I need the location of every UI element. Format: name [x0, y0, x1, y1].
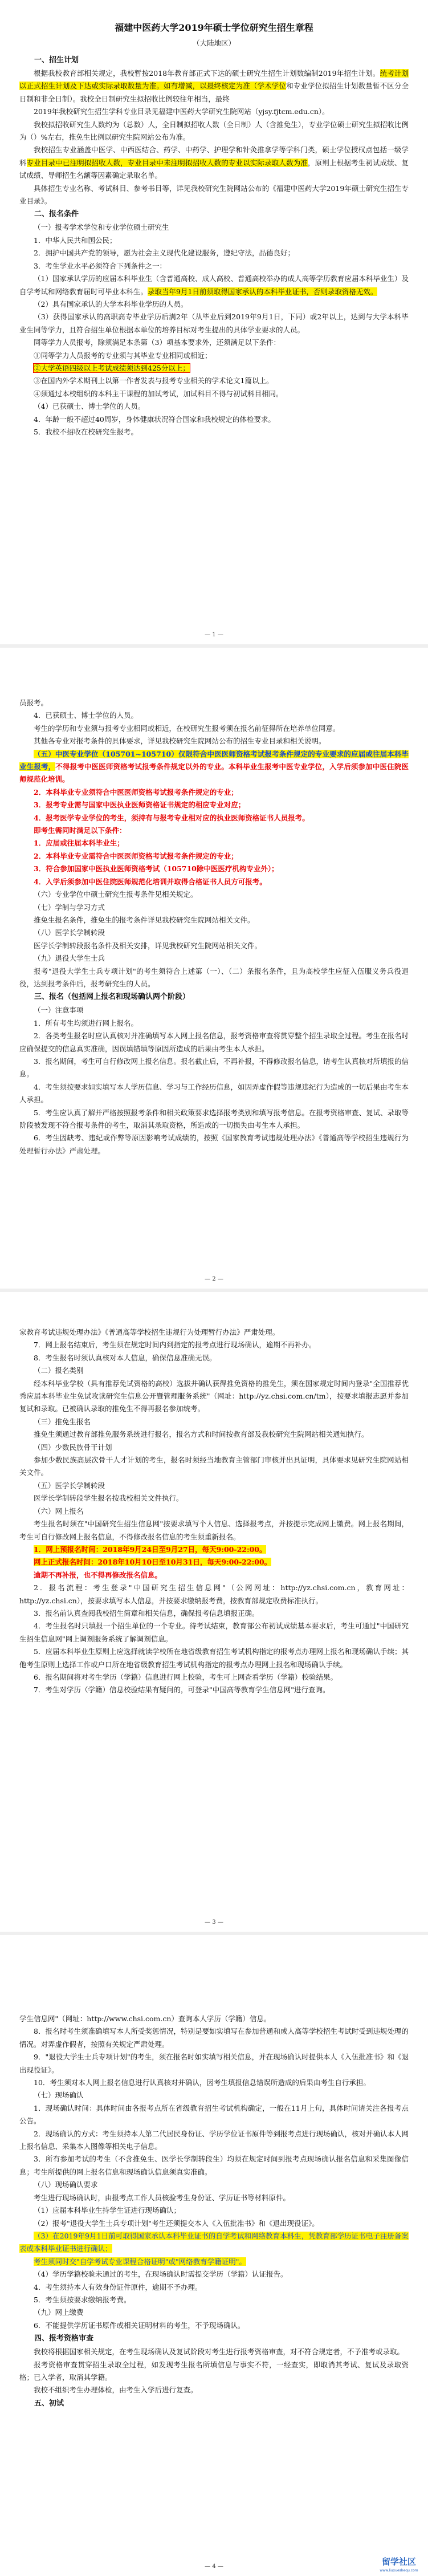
page-number: — 3 — — [205, 1919, 223, 1925]
paragraph: 10．考生须对本人网上报名信息进行认真核对并确认，因考生填报信息错误所造成的后果由考生自行承担。 — [34, 2078, 370, 2087]
paragraph: （六）网上报名 — [34, 1506, 84, 1515]
paragraph: （一）报考学术学位和专业学位硕士研究生 — [34, 223, 169, 232]
paragraph: （八）现场确认要求 — [34, 2180, 98, 2189]
paragraph: （八）医学长学制转段 — [34, 928, 105, 937]
paragraph: 1．所有考生均须进行网上报名。 — [34, 1018, 138, 1027]
watermark-text: 留学社区 — [381, 2557, 417, 2567]
paragraph: 同等学力人员报考，除须满足本条第（3）项基本要求外，还须满足以下条件： — [34, 338, 280, 347]
paragraph: 8．报名时考生须准确填写本人所受奖惩情况，特别是要如实填写在参加普通和成人高等学校招生考试时受到违规处理的情况。对弄虚作假者，按照有关规定严肃处理。 — [19, 2027, 409, 2049]
paragraph: （九）退役大学生士兵 — [34, 954, 105, 963]
section-heading: 四、报考资格审查 — [34, 2334, 94, 2343]
paragraph: （七）学制与学习方式 — [34, 903, 105, 912]
paragraph: （五）医学长学制转段 — [34, 1481, 105, 1490]
paragraph: ①同等学力人员报考的专业须与其毕业专业相同或相近； — [34, 351, 212, 360]
paragraph: 其他各专业对报考条件的具体要求，详见我校研究生院网站公布的招生专业目录和相关说明。 — [34, 737, 326, 746]
paragraph — [19, 1543, 409, 1556]
paragraph: 我校不组织考生办理体检，由考生入学后进行复查。 — [34, 2386, 198, 2395]
paragraph: （七）现场确认 — [34, 2091, 84, 2100]
paragraph: 2．本科毕业专业需符合中医医师资格考试报考条件规定的专业； — [34, 851, 238, 860]
paragraph: 3．报名期间，考生可自行修改网上报名信息。报名截止后，不再补报，不得修改报名信息，请考生认真核对所填报的信息。 — [19, 1057, 409, 1079]
paragraph: 考生进行现场确认时，由报考点工作人员核验考生身份证、学历证书等材料原件。 — [34, 2193, 291, 2202]
paragraph — [19, 2230, 409, 2256]
paragraph: 2．报名流程：考生登录"中国研究生招生信息网"（公网网址：http://yz.chsi.com.cn，教育网址：http://yz.chsi.cn），按要求填写本人信息，并按要求缴纳报考费，按教育部规定收费标准执行。 — [19, 1583, 409, 1605]
highlight: 统考计划以正式招生计划及下达或实际录取数量为准。如有增减，以最终核定为准（学术学位 — [19, 69, 409, 91]
paragraph: （二）报名类别 — [34, 1366, 84, 1375]
paragraph: 具体招生专业名称、考试科目、参考书目等，详见我校研究生院网站公布的《福建中医药大学2019年硕士研究生招生专业目录》。 — [19, 184, 409, 206]
paragraph: 参加少数民族高层次骨干人才计划的考生，报名时须经当地教育主管部门审核并出具证明，具体要求见研究生院网站相关文件。 — [19, 1456, 409, 1477]
page-number: — 4 — — [205, 2563, 223, 2570]
paragraph — [19, 2256, 409, 2268]
paragraph: （三）推免生报名 — [34, 1417, 91, 1426]
paragraph: 3．所有参加考试的考生（不含推免生、医学长学制转段生）均须在规定时间到报考点现场确认报名信息和采集图像信息；考生所提供的网上报名信息和现场确认信息须真实准确。 — [19, 2155, 409, 2176]
highlight: 专业目录中已注明拟招收人数，专业目录中未注明拟招收人数的专业以实际录取人数为准 — [26, 158, 308, 167]
paragraph: 经本科毕业学校（具有推荐免试资格的高校）选拔并确认获得推免资格的推免生，须在国家规定时间内登录"全国推荐优秀应届本科毕业生免试攻读研究生信息公开暨管理服务系统"（网址：http://yz.chsi.com.cn/tm），按要求填报志愿并参加复试和录取。已被确认录取的推免生不得再报名参加统考。 — [19, 1379, 409, 1413]
paragraph: 家教育考试违规处理办法》《普通高等学校招生违规行为处理暂行办法》严肃处理。 — [19, 1328, 280, 1336]
paragraph: （3）获得国家承认的高职高专毕业学历后满2年（从毕业后到2019年9月1日，下同）或2年以上，达到与大学本科毕业生同等学力，且符合招生单位根据本单位的培养目标对考生提出的具体学业要求的人员。 — [19, 312, 409, 334]
highlight: 1．网上预报名时间：2018年9月24日至9月27日，每天9:00-22:00。 — [34, 1545, 267, 1554]
page-number: — 2 — — [205, 1276, 223, 1282]
section-heading: 三、报名（包括网上报名和现场确认两个阶段） — [34, 993, 190, 1002]
page-2 — [0, 648, 428, 1289]
page-1 — [0, 0, 428, 644]
paragraph: 4．已获硕士、博士学位的人员。 — [34, 711, 138, 720]
paragraph: 2．拥护中国共产党的领导，愿为社会主义现代化建设服务，遵纪守法，品德良好； — [34, 249, 295, 258]
paragraph: 9．"退役大学生士兵专项计划"的考生，须在报名时如实填写相关信息，并在现场确认时提供本人《入伍批准书》和《退出现役证》。 — [19, 2053, 409, 2074]
paragraph: ④须通过本校组织的本科主干课程的加试考试，加试科目不得与初试科目相同。 — [34, 389, 283, 398]
paragraph: 4．年龄一般不超过40周岁，身体健康状况符合国家和我校规定的体检要求。 — [34, 415, 275, 424]
paragraph: （四）少数民族骨干计划 — [34, 1443, 112, 1452]
paragraph: （五）中医专业学位（105701~105710）仅限符合中医医师资格考试报考条件规定的专业要求的应届或往届本科毕业生报考，不得报考中医医师资格考试报考条件规定以外的专业。本科毕业生报考中医专业学位，入学后须参加中医住院医师规范化培训。 — [19, 749, 409, 784]
paragraph: （九）网上缴费 — [34, 2308, 84, 2317]
paragraph: 5．考生应认真了解并严格按照报考条件和相关政策要求选择报考类别和填写报考信息。在报考资格审查、复试、录取等阶段被发现不符合报考条件的考生，取消其录取资格，所造成的一切损失由考生本人承担。 — [19, 1108, 409, 1129]
paragraph: 4．考生须持本人有效身份证件原件，逾期不予办理。 — [34, 2282, 202, 2291]
paragraph: 1．应届或往届本科毕业生； — [34, 839, 124, 848]
paragraph: （1）国家承认学历的应届本科毕业生（含普通高校、成人高校、普通高校举办的成人高等学历教育应届本科毕业生）及自学考试和网络教育届时可毕业本科生。录取当年9月1日前须取得国家承认的本科毕业证书，否则录取资格无效。 — [19, 274, 409, 296]
paragraph: 医学长学制转段报名条件及相关安排，详见我校研究生院网站相关文件。 — [34, 941, 262, 950]
paragraph: 3．符合参加国家中医执业医师资格考试（105710除中医医疗机构专业外）； — [34, 864, 279, 873]
paragraph: 6．不能提供学历证书原件或相关证明材料的考生，不予现场确认。 — [34, 2321, 245, 2330]
paragraph: 2019年我校研究生招生学科专业目录见福建中医药大学研究生院网站（yjsy.fjtcm.edu.cn）。 — [34, 107, 329, 116]
document-title: 福建中医药大学2019年硕士学位研究生招生章程 — [115, 22, 313, 33]
paragraph: ③在国内外学术期刊上以第一作者发表与报考专业相关的学术论文1篇以上。 — [34, 376, 274, 385]
paragraph: 推免生报名条件，推免生的报考条件详见我校研究生院网站相关文件。 — [34, 915, 255, 924]
paragraph: （2）具有国家承认的大学本科毕业学历的人员。 — [34, 299, 188, 308]
paragraph: 7．网上报名结束后，考生须在规定时间内到指定的报考点进行现场确认，逾期不再补办。 — [34, 1340, 316, 1350]
paragraph: 医学长学制转段学生报名按我校相关文件执行。 — [34, 1494, 184, 1503]
paragraph: 根据我校教育部相关规定，我校暂按2018年教育部正式下达的硕士研究生招生计划数编制2019年招生计划。统考计划以正式招生计划及下达或实际录取数量为准。如有增减，以最终核定为准（学术学位和专业学位拟招生计划数量暂不区分全日制和非全日制）。我校全日制研究生拟招收比例较往年相当，最终 — [19, 69, 409, 103]
paragraph: 3．报名前认真查阅我校招生简章和相关信息，确保报考信息填报正确。 — [34, 1608, 259, 1618]
paragraph: 4．考生须按要求如实填写本人学历信息、学习与工作经历信息，如因弄虚作假等违规违纪行为造成的一切后果由考生本人承担。 — [19, 1082, 409, 1104]
paragraph: 1．现场确认时间：具体时间由各报考点所在省级教育招生考试机构确定，一般在11月上旬，具体时间请关注各报考点公告。 — [19, 2103, 409, 2126]
highlight: 网上正式报名时间：2018年10月10日至10月31日，每天9:00-22:00。 — [34, 1558, 272, 1567]
paragraph: 1．中华人民共和国公民； — [34, 235, 117, 245]
page-3 — [0, 1292, 428, 1932]
highlight: （五）中医专业学位（105701~105710）仅限符合中医医师资格考试报考条件规定的专业要求的应届或往届本科毕业生报考， — [19, 749, 409, 771]
highlight: 考生须同时交"自学考试专业课程合格证明"或"网络教育学籍证明"。 — [34, 2257, 246, 2266]
paragraph: 5．考生须按要求缴纳报考费。 — [34, 2295, 131, 2304]
highlight: 录取当年9月1日前须取得国家承认的本科毕业证书，否则录取资格无效。 — [148, 287, 378, 296]
paragraph: 2．现场确认的方式：考生须持本人第二代居民身份证、学历学位证书原件等到报考点进行现场确认，核对并确认本人网上报名信息、采集本人图像等相关电子信息。 — [19, 2129, 409, 2151]
section-heading: 五、初试 — [34, 2399, 64, 2408]
paragraph: （一）注意事项 — [34, 1006, 84, 1015]
paragraph: 5．应届本科毕业生原则上应选择就读学校所在地省级教育招生考试机构指定的报考点办理网上报名和现场确认手续；其他考生原则上选择工作或户口所在地省级教育招生考试机构指定的报考点办理网上报名和现场确认手续。 — [19, 1647, 409, 1669]
paragraph: 报考资格审查贯穿招生录取全过程，如发现考生报名所填信息与事实不符，一经查实，即取消其考试、复试及录取资格；已入学者，取消其学籍。 — [19, 2360, 409, 2382]
watermark-logo — [373, 2553, 425, 2574]
paragraph: 3．考生学业水平必须符合下列条件之一： — [34, 261, 166, 270]
highlight: ②大学英语四级以上考试成绩须达到425分以上； — [34, 363, 190, 372]
paragraph: 4．考生报名时只填报一个招生单位的一个专业。待考试结束，教育部公布初试成绩基本要求后，考生可通过"中国研究生招生信息网"网上调剂服务系统了解调剂信息。 — [19, 1622, 409, 1643]
watermark-subtext: www.liuxueshequ.com — [380, 2569, 418, 2573]
paragraph: 员报考。 — [19, 698, 48, 707]
paragraph: 8．考生报名时须认真核对本人信息，确保信息准确无误。 — [34, 1353, 217, 1362]
section-heading: 一、招生计划 — [34, 56, 79, 64]
paragraph: （1）应届本科毕业生持学生证进行现场确认； — [34, 2206, 181, 2215]
paragraph: 4．报考医学专业学位的考生，须持有与报考专业相对应的执业医师资格证书人员报考。 — [34, 813, 309, 822]
paragraph — [19, 362, 409, 375]
paragraph: 学生信息网"（网址：http://www.chsi.com.cn）查询本人学历（学籍）信息。 — [19, 2014, 271, 2023]
paragraph: 2．各类考生报名时应认真核对并准确填写本人网上报名信息，报考资格审查将贯穿整个招生录取全过程。考生在报名时应确保提交的信息真实准确，因误填错填等原因所造成的后果由考生本人承担。 — [19, 1031, 409, 1053]
paragraph: （2）报考"退役大学生士兵专项计划"考生还须提交本人《入伍批准书》和《退出现役证》。 — [34, 2219, 319, 2228]
paragraph: （4）已获硕士、博士学位的人员。 — [34, 402, 145, 411]
paragraph: 我校将根据国家相关规定，在考生现场确认及复试阶段对考生进行报考资格审查，对不符合规定者，不予准考或录取。 — [34, 2347, 405, 2356]
paragraph: （4）学历学籍校验未通过的考生，在现场确认时需提交学历（学籍）认证报告。 — [34, 2270, 288, 2279]
document-subtitle: （大陆地区） — [192, 39, 235, 47]
paragraph: 考生报名时须在"中国研究生招生信息网"按要求填写个人信息、选择报考点，并按提示完成网上缴费。网上报名期间，考生可自行修改网上报名信息，不得修改报名信息的考生须重新报名。 — [19, 1519, 409, 1541]
paragraph: 4．入学后须参加中医住院医师规范化培训并取得合格证书人员方可报考。 — [34, 877, 267, 886]
paragraph: 报考"退役大学生士兵专项计划"的考生须符合上述第（一）、（二）条报名条件，且为高校学生应征入伍服义务兵役退役，达到报考条件后，报考研究生的人员。 — [19, 966, 409, 988]
paragraph: 3．报考专业需与国家中医执业医师资格证书规定的相应专业对应； — [34, 801, 246, 810]
paragraph — [19, 1556, 409, 1569]
section-heading: 二、报名条件 — [34, 210, 79, 219]
paragraph: 我校招生专业涵盖中医学、中西医结合、药学、中药学、护理学和针灸推拿学等学科门类，硕士学位授权点包括一级学科专业目录中已注明拟招收人数，专业目录中未注明拟招收人数的专业以实际录取人数为准，原则上根据考生初试成绩、复试成绩、导师招生名额等因素确定录取名单。 — [19, 145, 409, 180]
paragraph: 我校拟招收研究生人数约为（总数）人，全日制拟招收人数（全日制）人（含推免生），专业学位硕士研究生拟招收比例为（）%左右，推免生比例以研究生院网站公布为准。 — [19, 120, 409, 142]
paragraph: 逾期不再补报，也不得再修改报名信息。 — [34, 1570, 162, 1579]
highlight: （3）在2019年9月1日前可取得国家承认本科毕业证书的自学考试和网络教育本科生，凭教育部学历证书电子注册备案表或本科毕业证书进行确认； — [19, 2231, 409, 2253]
paragraph: 6．考生因缺考、违纪或作弊等原因影响考试成绩的，按照《国家教育考试违规处理办法》《普通高等学校招生违规行为处理暂行办法》严肃处理。 — [19, 1133, 409, 1155]
paragraph: 即考生需同时满足以下条件： — [34, 826, 127, 835]
paragraph: 5．我校不招收在校研究生报考。 — [34, 427, 138, 436]
page-4 — [0, 1935, 428, 2576]
paragraph: 7．考生对学历（学籍）信息校验结果有疑问的，可登录"中国高等教育学生信息网"进行查询。 — [34, 1685, 330, 1695]
paragraph: 6．报名期间将对考生学历（学籍）信息进行网上校验，考生可上网查看学历（学籍）校验结果。 — [34, 1672, 337, 1681]
paragraph: 2．本科毕业专业须符合中医医师资格考试报考条件规定的专业； — [34, 787, 238, 797]
paragraph: 考生的学历和专业须与报考专业相同或相近，在校研究生报考须在报名前征得所在培养单位同意。 — [34, 724, 340, 733]
paragraph: 推免生须通过教育部推免服务系统进行报名，报名方式和时间按教育部及我校研究生院网站相关通知执行。 — [34, 1430, 369, 1439]
paragraph: （六）专业学位中硕士研究生报考条件见相关规定。 — [34, 890, 198, 899]
page-number: — 1 — — [205, 632, 223, 638]
